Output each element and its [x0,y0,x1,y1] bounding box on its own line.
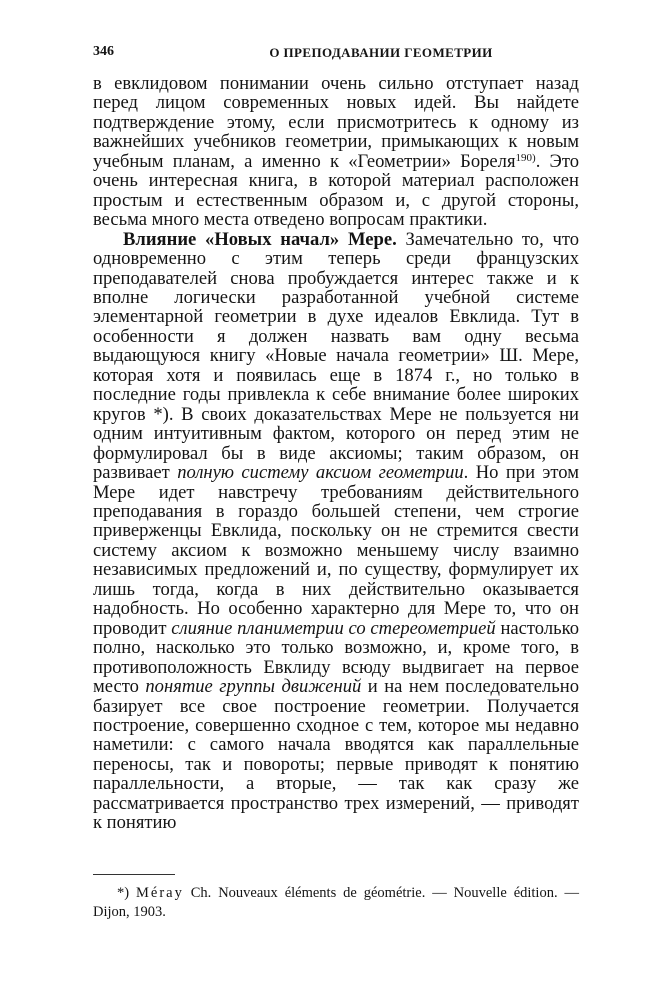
paragraph-text: Замечательно то, что одновременно с этим теперь среди французских преподавателей снова пробуждается интерес также и к вполне логически разработанной учебной системе элементарной геометрии в духе идеалов Евклида. Тут в особенности я должен назвать вам одну весьма выдающуюся книгу «Новые начала геометрии» Ш. Мере, которая хотя и появилась еще в 1874 г., но только в последние годы привлекла к себе внимание более широких кругов [93,228,580,425]
paragraph-text: . В своих доказательствах Мере не пользуется ни одним интуитивным фактом, которого он перед этим не формулировал бы в виде аксиомы; таким образом, он развивает [93,403,579,484]
footnote-divider [93,874,175,875]
paragraph-2 [93,230,579,833]
footnote-reference: *) [153,403,169,425]
page-header [93,44,579,74]
emphasis-axiom-system: полную систему аксиом геометрии [177,462,464,484]
footnote-marker: *) [117,885,130,901]
footnote-citation: Ch. Nouveaux éléments de géométrie. — Nouvelle édition. — Dijon, 1903. [93,885,579,920]
footnote-author: Méray [136,885,184,901]
section-run-in-heading: Влияние «Новых начал» Мере. [123,228,397,250]
endnote-reference: 190) [515,151,536,164]
paragraph-1 [93,74,579,230]
footnote [93,884,579,922]
footnote-text [93,884,579,922]
page-number: 346 [93,44,114,59]
paragraph-text: настолько полно, насколько это только возможно, и, кроме того, в противоположность Евклиду всюду выдвигает на первое место [93,617,579,698]
running-title: О ПРЕПОДАВАНИИ ГЕОМЕТРИИ [269,45,493,60]
paragraph-text: . Но при этом Мере идет навстречу требованиям действительного преподавания в гораздо большей степени, чем строгие приверженцы Евклида, поскольку он не стремится свести систему аксиом к возможно меньшему числу взаимно независимых предложений и, по существу, формулирует их лишь тогда, когда в них действительно оказывается надобность. Но особенно характерно для Мере то, что он проводит [93,462,579,639]
emphasis-motion-group: понятие группы движений [145,676,362,698]
emphasis-merging-planimetry: слияние планиметрии со стереометрией [171,617,496,639]
paragraph-text: и на нем последовательно базирует все свое построение геометрии. Получается построение, совершенно сходное с тем, которое мы недавно наметили: с самого начала вводятся как параллельные переносы, так и повороты; первые приводят к понятию параллельности, а вторые, — так как сразу же рассматривается пространство трех измерений, — приводят к понятию [93,676,579,834]
paragraph-text: в евклидовом понимании очень сильно отступает назад перед лицом современных новых идей. Вы найдете подтверждение этому, если присмотритесь к одному из важнейших учебников геометрии, примыкающих к новым учебным планам, а именно к «Геометрии» Бореля [93,73,579,172]
body-text [93,74,579,833]
paragraph-text: . Это очень интересная книга, в которой материал расположен простым и естественным образом и, с другой стороны, весьма много места отведено вопросам практики. [93,150,580,231]
